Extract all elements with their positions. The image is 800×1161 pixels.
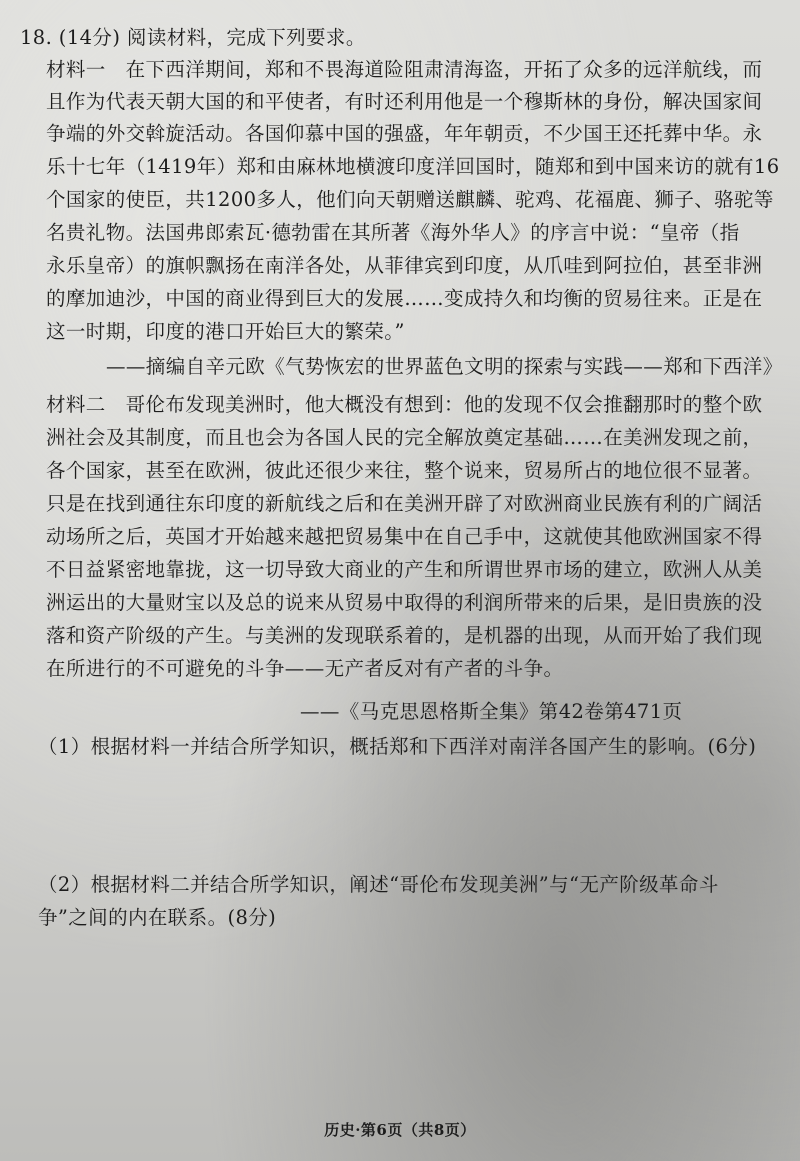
material1-source: ——摘编自辛元欧《气势恢宏的世界蓝色文明的探索与实践——郑和下西洋》 (106, 355, 783, 378)
question-header: 18. (14分) 阅读材料，完成下列要求。 (20, 26, 366, 49)
material2-line: 不日益紧密地靠拢，这一切导致大商业的产生和所谓世界市场的建立，欧洲人从美 (46, 558, 763, 581)
material2-line: 洲社会及其制度，而且也会为各国人民的完全解放奠定基础……在美洲发现之前， (46, 426, 763, 449)
page-footer: 历史·第6页（共8页） (324, 1121, 476, 1139)
material2-line: 落和资产阶级的产生。与美洲的发现联系着的，是机器的出现，从而开始了我们现 (46, 624, 763, 647)
material1-line: 永乐皇帝）的旗帜飘扬在南洋各处，从菲律宾到印度，从爪哇到阿拉伯，甚至非洲 (46, 254, 763, 277)
material2-line: 在所进行的不可避免的斗争——无产者反对有产者的斗争。 (46, 657, 564, 680)
material2-source: ——《马克思恩格斯全集》第42卷第471页 (300, 700, 683, 723)
sub-question-2: （2）根据材料二并结合所学知识，阐述“哥伦布发现美洲”与“无产阶级革命斗 (38, 873, 719, 896)
sub-question-2-cont: 争”之间的内在联系。(8分) (38, 906, 277, 929)
material1-line: 的摩加迪沙，中国的商业得到巨大的发展……变成持久和均衡的贸易往来。正是在 (46, 287, 763, 310)
material1-line: 这一时期，印度的港口开始巨大的繁荣。” (46, 320, 405, 343)
sub-question-1: （1）根据材料一并结合所学知识，概括郑和下西洋对南洋各国产生的影响。(6分) (38, 735, 757, 758)
material2-line: 动场所之后，英国才开始越来越把贸易集中在自己手中，这就使其他欧洲国家不得 (46, 525, 763, 548)
material1-line: 且作为代表天朝大国的和平使者，有时还利用他是一个穆斯林的身份，解决国家间 (46, 90, 763, 113)
material1-line: 争端的外交斡旋活动。各国仰慕中国的强盛，年年朝贡，不少国王还托葬中华。永 (46, 122, 763, 145)
material2-line: 材料二 哥伦布发现美洲时，他大概没有想到：他的发现不仅会推翻那时的整个欧 (46, 393, 763, 416)
material2-line: 各个国家，甚至在欧洲，彼此还很少来往，整个说来，贸易所占的地位很不显著。 (46, 459, 763, 482)
material1-line: 名贵礼物。法国弗郎索瓦·德勃雷在其所著《海外华人》的序言中说：“皇帝（指 (46, 221, 740, 244)
material1-line: 乐十七年（1419年）郑和由麻林地横渡印度洋回国时，随郑和到中国来访的就有16 (46, 155, 780, 178)
material1-line: 材料一 在下西洋期间，郑和不畏海道险阻肃清海盗，开拓了众多的远洋航线，而 (46, 58, 763, 81)
material2-line: 只是在找到通往东印度的新航线之后和在美洲开辟了对欧洲商业民族有利的广阔活 (46, 492, 763, 515)
material1-line: 个国家的使臣，共1200多人，他们向天朝赠送麒麟、驼鸡、花福鹿、狮子、骆驼等 (46, 188, 774, 211)
material2-line: 洲运出的大量财宝以及总的说来从贸易中取得的利润所带来的后果，是旧贵族的没 (46, 591, 763, 614)
